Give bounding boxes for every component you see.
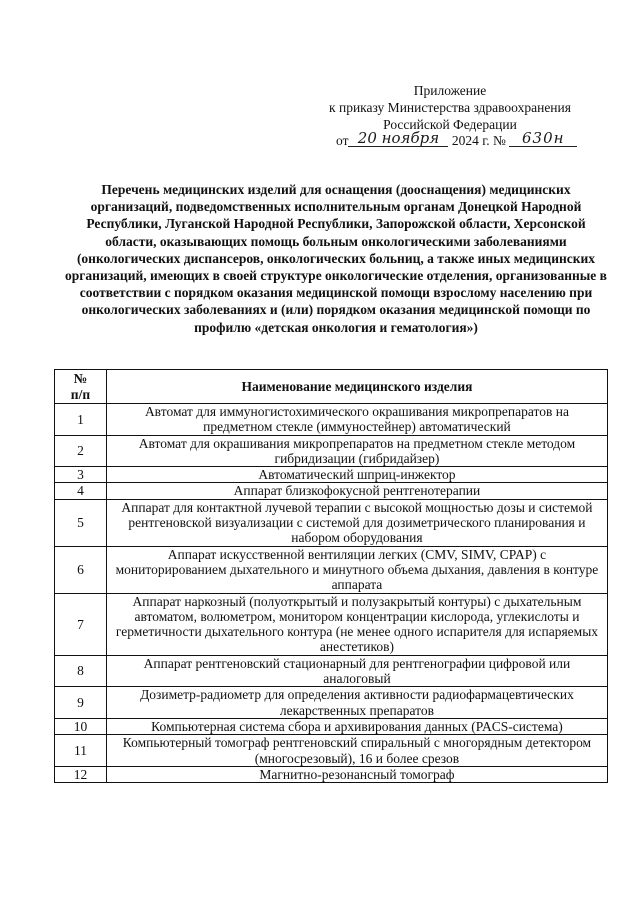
document-title: Перечень медицинских изделий для оснащения (дооснащения) медицинских организаций, подведомственных исполнительным органам Донецкой Народной Республики, Луганской Народной Республики, Запорожской области, Херсонской области, оказывающих помощь больным онкологическими заболеваниями (онкологических диспансеров, онкологических больниц, а также иных медицинских организаций, имеющих в своей структуре онкологические отделения, организованные в соответствии с порядком оказания медицинской помощи взрослому населению при онкологических заболеваниях и (или) порядком оказания медицинской помощи по профилю «детская онкология и гематология») (65, 182, 607, 335)
table-row (55, 483, 608, 499)
row-device-name: Автомат для окрашивания микропрепаратов на предметном стекле методом гибридизации (гибридайзер) (106, 435, 607, 467)
row-number: 10 (55, 718, 107, 734)
row-device-name: Компьютерная система сбора и архивирования данных (PACS-система) (106, 718, 607, 734)
row-device-name: Аппарат наркозный (полуоткрытый и полузакрытый контуры) с дыхательным автоматом, волюметром, монитором концентрации кислорода, углекислоты и герметичности дыхательного контура (не менее одного испарителя для испаряемых анестетиков) (106, 593, 607, 655)
row-number: 12 (55, 766, 107, 782)
row-number: 2 (55, 435, 107, 467)
header-number (55, 370, 107, 404)
table-row (55, 735, 608, 767)
table-row (55, 499, 608, 546)
row-device-name: Аппарат рентгеновский стационарный для рентгенографии цифровой или аналоговый (106, 655, 607, 687)
row-number: 11 (55, 735, 107, 767)
row-device-name: Дозиметр-радиометр для определения активности радиофармацевтических лекарственных препаратов (106, 687, 607, 719)
row-device-name: Магнитно-резонансный томограф (106, 766, 607, 782)
row-number: 7 (55, 593, 107, 655)
row-device-name: Аппарат для контактной лучевой терапии с высокой мощностью дозы и системой рентгеновской визуализации с системой для дозиметрического планирования и набором оборудования (106, 499, 607, 546)
order-date-number (336, 129, 616, 149)
row-number: 8 (55, 655, 107, 687)
header-number-part: п/п (70, 386, 91, 402)
row-number: 6 (55, 546, 107, 593)
header-number-part: № (73, 371, 88, 387)
row-device-name: Автомат для иммуногистохимического окрашивания микропрепаратов на предметном стекле (иммуностейнер) автоматический (106, 404, 607, 436)
row-device-name: Автоматический шприц-инжектор (106, 467, 607, 483)
table-row (55, 546, 608, 593)
row-number: 9 (55, 687, 107, 719)
handwritten-order-number: 630н (509, 131, 577, 147)
header-name: Наименование медицинского изделия (106, 370, 607, 404)
table-row (55, 766, 608, 782)
handwritten-date: 20 ноября (348, 131, 448, 147)
row-number: 4 (55, 483, 107, 499)
row-number: 5 (55, 499, 107, 546)
table-row (55, 435, 608, 467)
appendix-country: Российской Федерации (383, 117, 517, 132)
table-row (55, 467, 608, 483)
table-row (55, 593, 608, 655)
order-year: 2024 г. № (451, 133, 506, 148)
table-row (55, 404, 608, 436)
table-row (55, 718, 608, 734)
row-device-name: Аппарат близкофокусной рентгенотерапии (106, 483, 607, 499)
appendix-order-ref: к приказу Министерства здравоохранения (329, 100, 571, 115)
order-prefix: от (336, 133, 349, 148)
table-row (55, 655, 608, 687)
table-header-row (55, 370, 608, 404)
medical-devices-table (54, 369, 608, 783)
row-number: 1 (55, 404, 107, 436)
table-row (55, 687, 608, 719)
row-device-name: Компьютерный томограф рентгеновский спиральный с многорядным детектором (многосрезовый), 16 и более срезов (106, 735, 607, 767)
appendix-label: Приложение (413, 83, 487, 98)
row-device-name: Аппарат искусственной вентиляции легких (CMV, SIMV, CPAP) с мониторированием дыхательного и минутного объема дыхания, давления в контуре аппарата (106, 546, 607, 593)
table-body (55, 404, 608, 783)
row-number: 3 (55, 467, 107, 483)
appendix-header (300, 82, 600, 133)
